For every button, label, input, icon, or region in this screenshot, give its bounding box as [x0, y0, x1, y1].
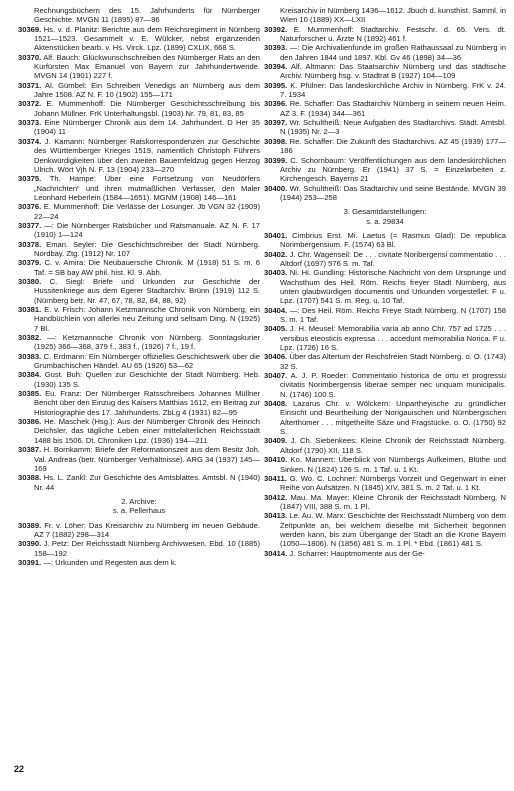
bibliography-entry [264, 371, 506, 399]
entry-text: J. Scharrer: Hauptmomente aus der Ge- [289, 548, 425, 558]
entry-text: Ni. Hi. Gundling: Historische Nachricht von dem Ursprunge und Wachsthum des Heil. Röm. Reichs freyer Stadt Nürnberg, aus unten glaubwürdigen documentis und Urkunden vorgestellet. F u. Lpz. (1707) 541 S. m. Reg. u. 10 Taf. [280, 268, 506, 306]
bibliography-entry [264, 118, 506, 137]
bibliography-entry [264, 324, 506, 352]
entry-text: Eine Nürnberger Chronik aus dem 14. Jahrhundert. D Her 35 (1904) 11 [34, 118, 260, 137]
entry-number: 30408. [264, 399, 288, 409]
bibliography-entry [18, 258, 260, 277]
entry-number: 30402. [264, 249, 288, 259]
entry-number: 30383. [18, 351, 42, 361]
bibliography-entry [18, 137, 260, 174]
bibliography-entry [18, 370, 260, 389]
entry-text: A. J. P. Roeder: Commentatio historica de ortu et progressu civitatis Norimbergensis liberae semper nec unquam municipalis. N. (1746) 100 S. [280, 371, 506, 399]
bibliography-entry [264, 231, 506, 250]
entry-text: Gust. Buh: Quellen zur Geschichte der Stadt Nürnberg. Heb. (1930) 135 S. [34, 370, 260, 389]
bibliography-entry [264, 43, 506, 62]
entry-text: Re. Schaffer: Das Stadtarchiv Nürnberg in seinem neuen Heim. AZ 3. F. (1934) 344—361 [280, 99, 506, 118]
entry-text: Cimbrius Erst. Mi. Laetus (= Rasmus Glad): De republica Norimbergensium. F. (1574) 63 Bl. [280, 230, 506, 250]
entry-number: 30398. [264, 136, 288, 146]
entry-text: K. Pfülner: Das landeskirchliche Archiv in Nürnberg. FrK v. 24. 7. 1934 [280, 80, 506, 100]
entry-number: 30409. [264, 436, 288, 446]
bibliography-entry [18, 539, 260, 558]
entry-text: E. Mummenhoff: Stadtarchiv. Festschr. d. 65. Vers. dt. Naturforscher u. Ärzte N (1892) 461 f. [280, 24, 506, 44]
entry-text: Lazarus Chr. v. Wölckern: Unpartheyische zu gründlicher Einsicht und Beurtheilung der Norigauischen und Nürnbergischen Alterthümer . . . mitgetheilte Säze und Fragstücke. o. O. (1750) 92 S. [280, 399, 506, 437]
entry-number: 30395. [264, 80, 288, 90]
bibliography-entry [264, 474, 506, 493]
entry-text: C. v. Amira: Die Neubauersche Chronik. M (1918) 51 S. m. 6 Taf. = SB bay AW phil. hist. Kl. 9. Abh. [34, 258, 260, 277]
entry-text: J. Chr. Wagenseil: De . . . civitate Noribergensi commentatio . . . Altdorf (1697) 576 S. m. Taf. [280, 249, 506, 268]
entry-number: 30414. [264, 548, 288, 558]
section-heading: 2. Archive: [121, 496, 157, 506]
entry-number: 30394. [264, 62, 288, 72]
entry-number: 30412. [264, 492, 288, 502]
entry-number: 30375. [18, 174, 42, 184]
entry-number: 30371. [18, 80, 42, 90]
bibliography-entry [18, 221, 260, 240]
bibliography-entry [264, 306, 506, 325]
entry-text: Eman. Seyler: Die Geschichtschreiber der Stadt Nürnberg. Nordbay. Ztg. (1912) Nr. 107 [34, 239, 260, 258]
entry-number: 30388. [18, 473, 42, 483]
bibliography-entry [264, 436, 506, 455]
entry-text: Ko. Mannert: Überblick von Nürnbergs Aufkeimen, Blüthe und Sinken. N (1824) 126 S. m. 1 Taf. u. 1 Kt. [280, 455, 506, 474]
entry-number: 30382. [18, 333, 42, 343]
entry-number: 30386. [18, 417, 42, 427]
entry-text: Hs. v. d. Planitz: Berichte aus dem Reichsregiment in Nürnberg 1521—1523. Gesammelt v. E. Wülcker, nebst ergänzenden Aktenstücken bearb. v. Hs. Virck. Lpz. (1899) CXLIX, 668 S. [34, 24, 260, 53]
entry-number: 30387. [18, 445, 42, 455]
left-column [18, 6, 260, 567]
entry-text: —: Des Heil. Röm. Reichs Freye Stadt Nürnberg. N (1707) 158 S. m. 1 Taf. [280, 305, 506, 324]
entry-text: —: Urkunden und Regesten aus dem k. [43, 557, 177, 567]
entry-number: 30393. [264, 43, 288, 53]
entry-number: 30407. [264, 371, 288, 381]
bibliography-entry [18, 521, 260, 540]
entry-number: 30396. [264, 99, 288, 109]
bibliography-entry [264, 549, 506, 558]
bibliography-entry [18, 99, 260, 118]
bibliography-entry [18, 333, 260, 352]
entry-number: 30400. [264, 183, 288, 193]
bibliography-entry [264, 62, 506, 81]
bibliography-entry [264, 250, 506, 269]
entry-number: 30389. [18, 520, 42, 530]
entry-number: 30369. [18, 24, 42, 34]
bibliography-entry [18, 53, 260, 81]
entry-number: 30410. [264, 455, 288, 465]
bibliography-entry [18, 417, 260, 445]
entry-text: Mau. Ma. Mayer: Kleine Chronik der Reichsstadt Nürnberg. N (1847) VIII, 388 S. m. 1 Pl. [280, 492, 506, 511]
bibliography-entry [18, 305, 260, 333]
entry-text: He. Maschek (Hsg.): Aus der Nürnberger Chronik des Heinrich Deichsler, das tägliche Leben einer mittelalterlichen Reichsstadt 1488 bis 1506. Dt. Chroniken Lpz. (1936) 194—211 [34, 417, 260, 445]
entry-number: 30384. [18, 370, 42, 380]
entry-number: 30385. [18, 389, 42, 399]
bibliography-entry [264, 184, 506, 203]
entry-number: 30404. [264, 305, 288, 315]
entry-text: —: Die Nürnberger Ratsbücher und Ratsmanuale. AZ N. F. 17 (1910) 1—124 [34, 220, 260, 240]
bibliography-entry [18, 174, 260, 202]
bibliography-entry [264, 137, 506, 156]
entry-number: 30379. [18, 258, 42, 268]
entry-text: Wr. Schultheiß: Neue Aufgaben des Stadtarchivs. Städt. Amtsbl. N (1935) Nr. 2—3 [280, 118, 506, 137]
bibliography-entry [18, 277, 260, 305]
entry-text: C. Erdmann: Ein Nürnberger offizielles Geschichtswerk über die Grumbachischen Händel. AU 65 (1926) 53—62 [34, 351, 260, 371]
bibliography-entry [264, 511, 506, 548]
entry-number: 30370. [18, 52, 42, 62]
entry-text: C. Schornbaum: Veröffentlichungen aus dem landeskirchlichen Archiv zu Nürnberg. Er (1941) 37 S. = Einzelarbeiten z. Kirchengesch. Bayerns 21 [280, 155, 506, 184]
bibliography-entry [264, 81, 506, 100]
entry-number: 30399. [264, 155, 288, 165]
bibliography-entry [18, 25, 260, 53]
bibliography-entry [18, 118, 260, 137]
bibliography-entry [18, 81, 260, 100]
entry-text: J. Ch. Siebenkees: Kleine Chronik der Reichsstadt Nürnberg. Altdorf (1790) XII, 118 S. [280, 436, 506, 455]
entry-number: 30406. [264, 352, 288, 362]
entry-text: Rechnungsbüchern des 15. Jahrhunderts für Nürnberger Geschichte. MVGN 11 (1895) 87—96 [34, 6, 260, 25]
entry-number: 30391. [18, 557, 42, 567]
bibliography-entry [18, 240, 260, 259]
bibliography-entry [264, 6, 506, 25]
bibliography-entry [264, 399, 506, 436]
entry-number: 30372. [18, 99, 42, 109]
entry-text: J. H. Meusel: Memorabilia varia ab anno Chr. 757 ad 1725 . . . versibus eteosticis expressa . . . accedunt memorabilia Norica. F u. Lpz. (1726) 16 S. [280, 324, 506, 353]
entry-text: E. Mummenhoff: Die Nürnberger Geschichtsschreibung bis Johann Müllner. FrK Unterhaltungsbl. (1903) Nr. 79, 81, 83, 85 [34, 99, 260, 118]
bibliography-entry [18, 558, 260, 567]
entry-number: 30377. [18, 220, 42, 230]
entry-text: Hs. L. Zankl: Zur Geschichte des Amtsblattes. Amtsbl. N (1940) Nr. 44 [34, 473, 260, 492]
bibliography-entry [264, 268, 506, 305]
bibliography-entry [18, 6, 260, 25]
entry-text: —: Die Archivalienfunde im großen Rathaussaal zu Nürnberg in den Jahren 1844 und 1897. Kbl. Gv 46 (1898) 34—36 [280, 43, 506, 62]
section-heading: 3. Gesamtdarstellungen: [343, 207, 427, 217]
entry-number: 30374. [18, 136, 42, 146]
entry-number: 30380. [18, 276, 42, 286]
entry-text: C. Siegl: Briefe und Urkunden zur Geschichte der Hussitenkriege aus dem Egerer Stadtarchiv. Brünn (1919) 112 S. (Nürnberg betr. Nr. 47, 67, 78, 82, 84, 88, 92) [34, 276, 260, 305]
section-cross-reference: s. a. 29834 [366, 216, 404, 226]
bibliography-entry [264, 99, 506, 118]
entry-number: 30373. [18, 118, 42, 128]
entry-number: 30405. [264, 324, 288, 334]
entry-text: Alf. Bauch: Glückwunschschreiben des Nürnberger Rats an den Kurfürsten Max Emanuel von Bayern zur Jahrhundertwende. MVGN 14 (1901) 227 f. [34, 52, 260, 81]
entry-number: 30381. [18, 305, 42, 314]
bibliography-entry [264, 25, 506, 44]
entry-text: Le. Au. W. Marx: Geschichte der Reichsstadt Nürnberg von dem Zeitpunkte an, bei welchem dieselbe mit Sicherheit begonnen werden kann, bis zum Übergange der Stadt an die Krone Bayern (1050—1806). N (1856) 481 S. m. 1 Pl. * Ebd. (1861) 481 S. [280, 511, 506, 549]
bibliography-entry [18, 352, 260, 371]
entry-text: Fr. v. Löher: Das Kreisarchiv zu Nürnberg im neuen Gebäude. AZ 7 (1882) 298—314 [34, 520, 260, 539]
entry-text: E. Mummenhoff: Die Verlässe der Losunger. Jb VGN 32 (1909) 22—24 [34, 202, 260, 221]
entry-text: —: Ketzmannsche Chronik von Nürnberg. Sonntagskurier (1925) 366—368, 379 f., 383 f., (1926) 7 f., 19 f. [34, 333, 260, 352]
bibliography-entry [18, 202, 260, 221]
entry-number: 30397. [264, 118, 288, 128]
entry-text: H. Bornkamm: Briefe der Reformationszeit aus dem Besitz Joh. Val. Andreäs (betr. Nürnberger Verhältnisse). ARG 34 (1937) 145—169 [34, 445, 260, 473]
entry-text: Al. Gümbel: Ein Schreiben Venedigs an Nürnberg aus dem Jahre 1508. AZ N. F. 10 (1902) 155—171 [34, 80, 260, 100]
right-column [264, 6, 506, 558]
bibliography-entry [264, 156, 506, 184]
entry-text: Eu. Franz: Der Nürnberger Ratsschreibers Johannes Müllner Bericht über den Einzug des Kaisers Matthias 1612, ein Beitrag zur Historiographie des 17. Jahrhunderts. ZbLg 4 (1931) 82—95 [34, 389, 260, 417]
entry-number: 30392. [264, 24, 288, 34]
entry-text: Th. Hampe: Über eine Fortsetzung von Neudörfers „Nachrichten“ und ihren mutmaßlichen Verfasser, den Maler Leonhard Heberlein (1584—1651). MGNM (1908) 146—161 [34, 174, 260, 202]
entry-number: 30376. [18, 202, 42, 212]
bibliography-entry [18, 445, 260, 473]
bibliography-entry [264, 352, 506, 371]
entry-number: 30403. [264, 268, 288, 278]
entry-number: 30401. [264, 230, 288, 240]
entry-text: Wr. Schultheiß: Das Stadtarchiv und seine Bestände. MVGN 39 (1944) 253—258 [280, 183, 506, 202]
entry-text: Re. Schaffer: Die Zukunft des Stadtarchivs. AZ 45 (1939) 177—186 [280, 136, 506, 156]
entry-number: 30411. [264, 473, 287, 483]
entry-text: Über das Altertum der Reichsfreien Stadt Nürnberg. o. O. (1743) 32 S. [280, 352, 506, 371]
entry-text: Kreisarchiv in Nürnberg 1436—1612. Jbuch d. kunsthist. Samml. in Wien 10 (1889) XX—LXII [280, 6, 506, 25]
entry-text: Alf. Altmann: Das Staatsarchiv Nürnberg und das städtische Archiv. Nürnberg hsg. v. Stadtrat B (1927) 104—109 [280, 62, 506, 81]
bibliography-entry [264, 493, 506, 512]
entry-number: 30378. [18, 239, 42, 249]
page-number: 22 [14, 764, 25, 774]
entry-text: G. Wo. C. Lochner: Nürnbergs Vorzeit und Gegenwart in einer Reihe von Aufsätzen. N (1845) XIV, 381 S. m. 2 Taf. u. 1 Kt. [280, 473, 506, 493]
entry-number: 30413. [264, 511, 288, 521]
bibliography-entry [18, 389, 260, 417]
bibliography-entry [18, 473, 260, 492]
bibliography-entry [264, 455, 506, 474]
entry-text: J. Kamann: Nürnberger Ratskorrespondenzen zur Geschichte des Württemberger Krieges 1519, namentlich Christoph Führers Denkwürdigkeiten über den zweiten Bauernfeldzug gegen Herzog Ulrich. Wört Vjh N. F. 13 (1904) 233—270 [34, 136, 260, 174]
entry-text: E. v. Frisch: Johann Ketzmannsche Chronik von Nürnberg, ein Handbüchlein von allerlei neu Zeitung und seltsam Ding. N (1925) 7 Bl. [34, 305, 260, 333]
section-cross-reference: s. a. Pellerhaus [112, 506, 166, 516]
entry-text: J. Petz: Der Reichsstadt Nürnberg Archivwesen. Ebd. 10 (1885) 158—192 [34, 539, 260, 558]
entry-number: 30390. [18, 539, 42, 549]
